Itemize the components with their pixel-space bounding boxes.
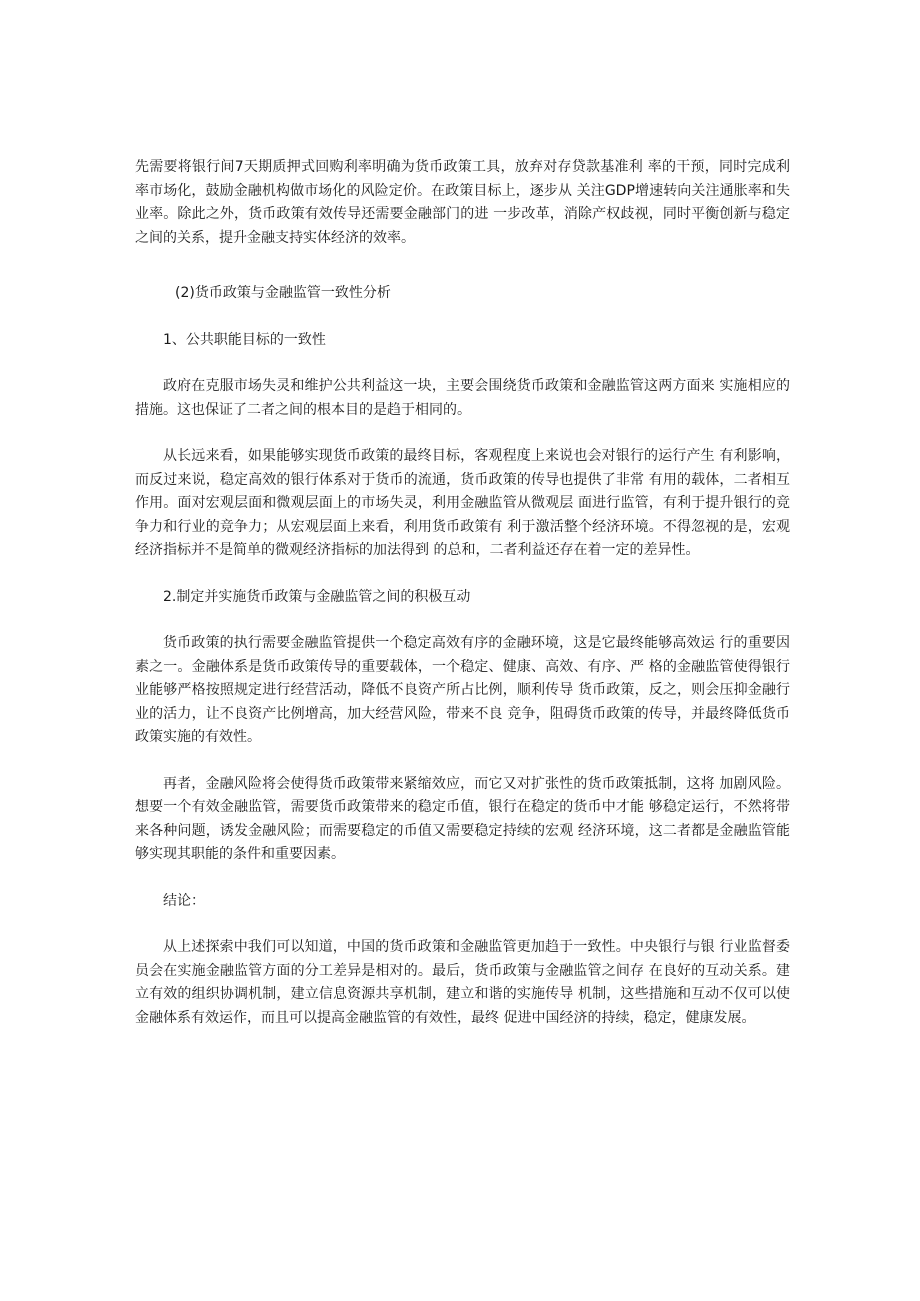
paragraph-conclusion: 从上述探索中我们可以知道，中国的货币政策和金融监管更加趋于一致性。中央银行与银 行业监督委员会在实施金融监管方面的分工差异是相对的。最后，货币政策与金融监管之间存 在良好的互动关系。建立有效的组织协调机制，建立信息资源共享机制，建立和谐的实施传导 机制，这些措施和互动不仅可以使金融体系有效运作，而且可以提高金融监管的有效性，最终 促进中国经济的持续，稳定，健康发展。 bbox=[135, 939, 790, 1026]
document-body bbox=[135, 156, 790, 1030]
section-heading-consistency-analysis: (2)货币政策与金融监管一致性分析 bbox=[175, 285, 391, 301]
paragraph-intro-continued: 先需要将银行间7天期质押式回购利率明确为货币政策工具，放弃对存贷款基准利 率的干预，同时完成利率市场化，鼓励金融机构做市场化的风险定价。在政策目标上，逐步从 关注GDP增速转向关注通胀率和失业率。除此之外，货币政策有效传导还需要金融部门的进 一步改革，消除产权歧视，同时平衡创新与稳定之间的关系，提升金融支持实体经济的效率。 bbox=[135, 159, 790, 246]
subsection-heading-public-function: 1、公共职能目标的一致性 bbox=[163, 331, 326, 348]
subsection-heading-positive-interaction: 2.制定并实施货币政策与金融监管之间的积极互动 bbox=[163, 588, 471, 605]
paragraph-long-term-view: 从长远来看，如果能够实现货币政策的最终目标，客观程度上来说也会对银行的运行产生 有利影响，而反过来说，稳定高效的银行体系对于货币的流通，货币政策的传导也提供了非常 有用的载体，二者相互作用。面对宏观层面和微观层面上的市场失灵，利用金融监管从微观层 面进行监管，有利于提升银行的竞争力和行业的竞争力；从宏观层面上来看，利用货币政策有 利于激活整个经济环境。不得忽视的是，宏观经济指标并不是简单的微观经济指标的加法得到 的总和，二者利益还存在着一定的差异性。 bbox=[135, 448, 790, 558]
conclusion-heading: 结论： bbox=[163, 892, 205, 909]
paragraph-government-measures: 政府在克服市场失灵和维护公共利益这一块，主要会围绕货币政策和金融监管这两方面来 实施相应的措施。这也保证了二者之间的根本目的是趋于相同的。 bbox=[135, 378, 790, 418]
paragraph-financial-risk: 再者，金融风险将会使得货币政策带来紧缩效应，而它又对扩张性的货币政策抵制，这将 加剧风险。想要一个有效金融监管，需要货币政策带来的稳定币值，银行在稳定的货币中才能 够稳定运行，不然将带来各种问题，诱发金融风险；而需要稳定的币值又需要稳定持续的宏观 经济环境，这二者都是金融监管能够实现其职能的条件和重要因素。 bbox=[135, 775, 790, 862]
paragraph-policy-execution: 货币政策的执行需要金融监管提供一个稳定高效有序的金融环境，这是它最终能够高效运 行的重要因素之一。金融体系是货币政策传导的重要载体，一个稳定、健康、高效、有序、严 格的金融监管使得银行业能够严格按照规定进行经营活动，降低不良资产所占比例，顺利传导 货币政策，反之，则会压抑金融行业的活力，让不良资产比例增高，加大经营风险，带来不良 竞争，阻碍货币政策的传导，并最终降低货币政策实施的有效性。 bbox=[135, 635, 790, 745]
